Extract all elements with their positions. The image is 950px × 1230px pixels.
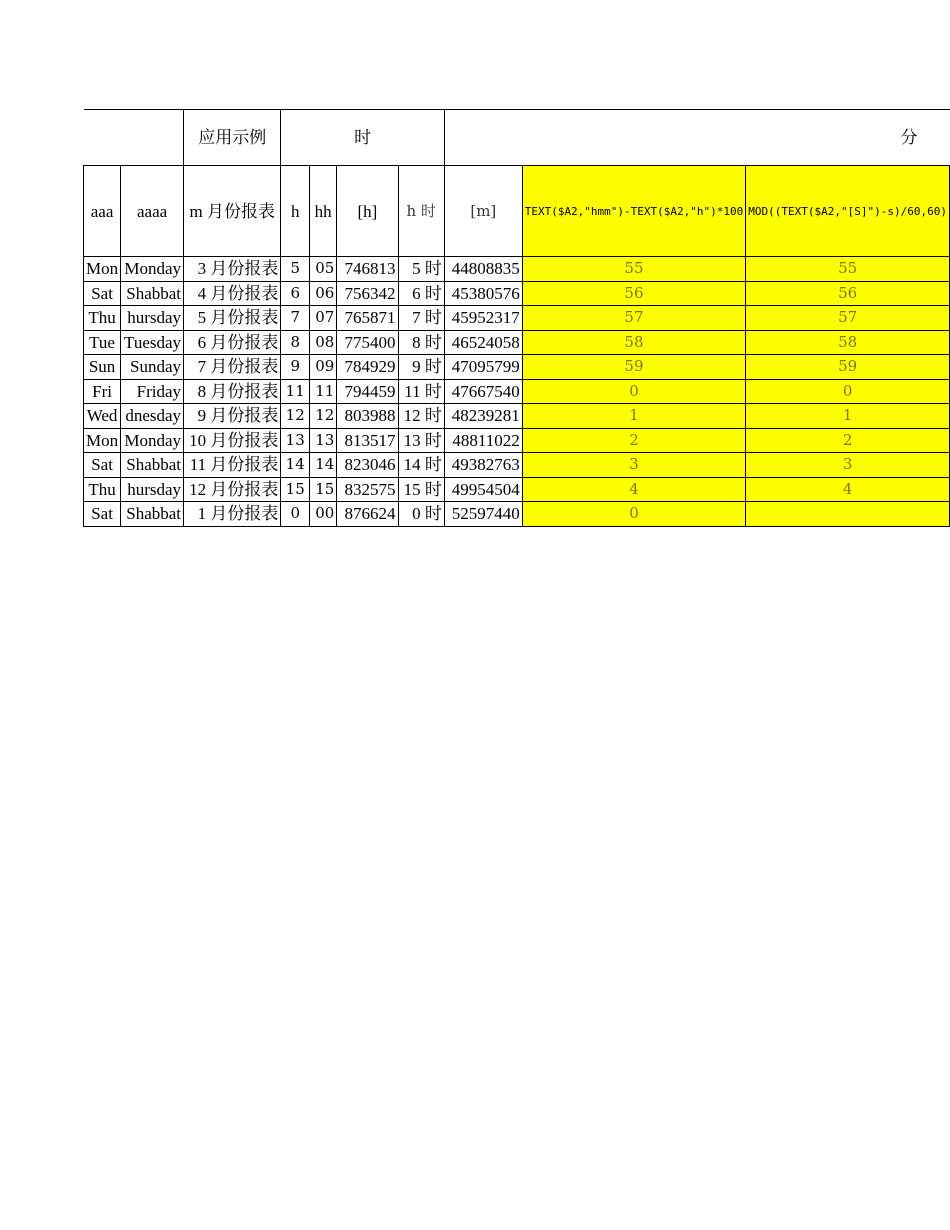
- cell-h-bracket: 765871: [337, 306, 398, 331]
- table-row: [84, 502, 950, 527]
- cell-aaa: Tue: [84, 330, 121, 355]
- cell-m-bracket: 52597440: [444, 502, 522, 527]
- cell-month-report: 10 月份报表: [184, 428, 281, 453]
- cell-mod-result: 57: [746, 306, 950, 331]
- cell-aaa: Mon: [84, 428, 121, 453]
- empty-header-cell: [84, 110, 184, 166]
- cell-m-bracket: 49382763: [444, 453, 522, 478]
- cell-aaaa: Tuesday: [121, 330, 184, 355]
- cell-text-result: 2: [522, 428, 746, 453]
- format-hh: hh: [310, 166, 337, 257]
- cell-h-bracket: 876624: [337, 502, 398, 527]
- cell-text-result: 59: [522, 355, 746, 380]
- cell-hh: 13: [310, 428, 337, 453]
- cell-m-bracket: 46524058: [444, 330, 522, 355]
- cell-h: 14: [281, 453, 310, 478]
- cell-aaaa: dnesday: [121, 404, 184, 429]
- cell-h-bracket: 803988: [337, 404, 398, 429]
- cell-hh: 14: [310, 453, 337, 478]
- cell-mod-result: 3: [746, 453, 950, 478]
- cell-aaaa: Shabbat: [121, 502, 184, 527]
- cell-h-shi: 0 时: [398, 502, 444, 527]
- cell-h-shi: 9 时: [398, 355, 444, 380]
- cell-month-report: 4 月份报表: [184, 281, 281, 306]
- format-m-bracket: [m]: [444, 166, 522, 257]
- cell-aaaa: Monday: [121, 257, 184, 282]
- table-row: [84, 281, 950, 306]
- cell-mod-result: 55: [746, 257, 950, 282]
- format-code-row: [84, 166, 950, 257]
- cell-m-bracket: 48811022: [444, 428, 522, 453]
- cell-mod-result: 58: [746, 330, 950, 355]
- cell-aaaa: hursday: [121, 306, 184, 331]
- cell-month-report: 3 月份报表: [184, 257, 281, 282]
- cell-month-report: 1 月份报表: [184, 502, 281, 527]
- cell-h-shi: 11 时: [398, 379, 444, 404]
- cell-aaa: Sat: [84, 502, 121, 527]
- cell-hh: 07: [310, 306, 337, 331]
- cell-h: 0: [281, 502, 310, 527]
- cell-aaaa: hursday: [121, 477, 184, 502]
- cell-h: 5: [281, 257, 310, 282]
- format-h: h: [281, 166, 310, 257]
- cell-h: 11: [281, 379, 310, 404]
- cell-h-bracket: 813517: [337, 428, 398, 453]
- table-row: [84, 428, 950, 453]
- cell-month-report: 7 月份报表: [184, 355, 281, 380]
- cell-text-result: 58: [522, 330, 746, 355]
- table-row: [84, 404, 950, 429]
- cell-aaa: Sat: [84, 453, 121, 478]
- cell-h: 7: [281, 306, 310, 331]
- cell-aaa: Wed: [84, 404, 121, 429]
- cell-text-result: 4: [522, 477, 746, 502]
- cell-text-result: 57: [522, 306, 746, 331]
- table-row: [84, 477, 950, 502]
- cell-h: 6: [281, 281, 310, 306]
- cell-m-bracket: 49954504: [444, 477, 522, 502]
- cell-month-report: 6 月份报表: [184, 330, 281, 355]
- cell-h-shi: 13 时: [398, 428, 444, 453]
- table-row: [84, 355, 950, 380]
- cell-h-bracket: 823046: [337, 453, 398, 478]
- table-row: [84, 330, 950, 355]
- cell-text-result: 56: [522, 281, 746, 306]
- format-examples-table: [83, 109, 950, 527]
- cell-hh: 15: [310, 477, 337, 502]
- cell-mod-result: 1: [746, 404, 950, 429]
- cell-aaa: Thu: [84, 477, 121, 502]
- cell-text-result: 0: [522, 502, 746, 527]
- cell-aaaa: Friday: [121, 379, 184, 404]
- format-h-bracket: [h]: [337, 166, 398, 257]
- cell-h-bracket: 775400: [337, 330, 398, 355]
- format-h-shi: h 时: [398, 166, 444, 257]
- cell-m-bracket: 44808835: [444, 257, 522, 282]
- table-row: [84, 453, 950, 478]
- cell-h: 13: [281, 428, 310, 453]
- cell-aaaa: Sunday: [121, 355, 184, 380]
- cell-hh: 11: [310, 379, 337, 404]
- cell-mod-result: 56: [746, 281, 950, 306]
- cell-mod-result: 4: [746, 477, 950, 502]
- cell-aaa: Fri: [84, 379, 121, 404]
- table-row: [84, 379, 950, 404]
- cell-month-report: 9 月份报表: [184, 404, 281, 429]
- cell-month-report: 8 月份报表: [184, 379, 281, 404]
- cell-m-bracket: 47095799: [444, 355, 522, 380]
- cell-text-result: 0: [522, 379, 746, 404]
- cell-aaaa: Shabbat: [121, 453, 184, 478]
- cell-month-report: 11 月份报表: [184, 453, 281, 478]
- text-formula-header: TEXT($A2,"hmm")-TEXT($A2,"h")*100: [522, 166, 746, 257]
- cell-h-shi: 6 时: [398, 281, 444, 306]
- cell-aaaa: Shabbat: [121, 281, 184, 306]
- cell-hh: 09: [310, 355, 337, 380]
- format-aaa: aaa: [84, 166, 121, 257]
- cell-h-bracket: 784929: [337, 355, 398, 380]
- hour-group-header: 时: [281, 110, 445, 166]
- group-header-row: [84, 110, 950, 166]
- cell-text-result: 1: [522, 404, 746, 429]
- cell-h-bracket: 832575: [337, 477, 398, 502]
- cell-aaa: Thu: [84, 306, 121, 331]
- cell-h-shi: 8 时: [398, 330, 444, 355]
- cell-month-report: 12 月份报表: [184, 477, 281, 502]
- cell-aaa: Sun: [84, 355, 121, 380]
- cell-h-bracket: 746813: [337, 257, 398, 282]
- cell-m-bracket: 47667540: [444, 379, 522, 404]
- cell-m-bracket: 45952317: [444, 306, 522, 331]
- cell-m-bracket: 45380576: [444, 281, 522, 306]
- cell-h-shi: 5 时: [398, 257, 444, 282]
- cell-text-result: 55: [522, 257, 746, 282]
- table-row: [84, 306, 950, 331]
- cell-h-bracket: 756342: [337, 281, 398, 306]
- cell-h-shi: 12 时: [398, 404, 444, 429]
- example-header: 应用示例: [184, 110, 281, 166]
- cell-mod-result: 59: [746, 355, 950, 380]
- cell-mod-result: 0: [746, 379, 950, 404]
- table-row: [84, 257, 950, 282]
- cell-h: 8: [281, 330, 310, 355]
- cell-hh: 00: [310, 502, 337, 527]
- cell-h: 12: [281, 404, 310, 429]
- cell-m-bracket: 48239281: [444, 404, 522, 429]
- cell-h-shi: 14 时: [398, 453, 444, 478]
- format-aaaa: aaaa: [121, 166, 184, 257]
- mod-formula-header: MOD((TEXT($A2,"[S]")-s)/60,60): [746, 166, 950, 257]
- cell-h-bracket: 794459: [337, 379, 398, 404]
- cell-month-report: 5 月份报表: [184, 306, 281, 331]
- cell-mod-result: [746, 502, 950, 527]
- cell-aaaa: Monday: [121, 428, 184, 453]
- cell-h-shi: 7 时: [398, 306, 444, 331]
- cell-aaa: Mon: [84, 257, 121, 282]
- cell-h: 9: [281, 355, 310, 380]
- cell-hh: 05: [310, 257, 337, 282]
- cell-hh: 12: [310, 404, 337, 429]
- cell-text-result: 3: [522, 453, 746, 478]
- cell-h: 15: [281, 477, 310, 502]
- minute-group-header: 分: [444, 110, 949, 166]
- cell-hh: 06: [310, 281, 337, 306]
- cell-h-shi: 15 时: [398, 477, 444, 502]
- cell-hh: 08: [310, 330, 337, 355]
- cell-mod-result: 2: [746, 428, 950, 453]
- format-month-report: m 月份报表: [184, 166, 281, 257]
- cell-aaa: Sat: [84, 281, 121, 306]
